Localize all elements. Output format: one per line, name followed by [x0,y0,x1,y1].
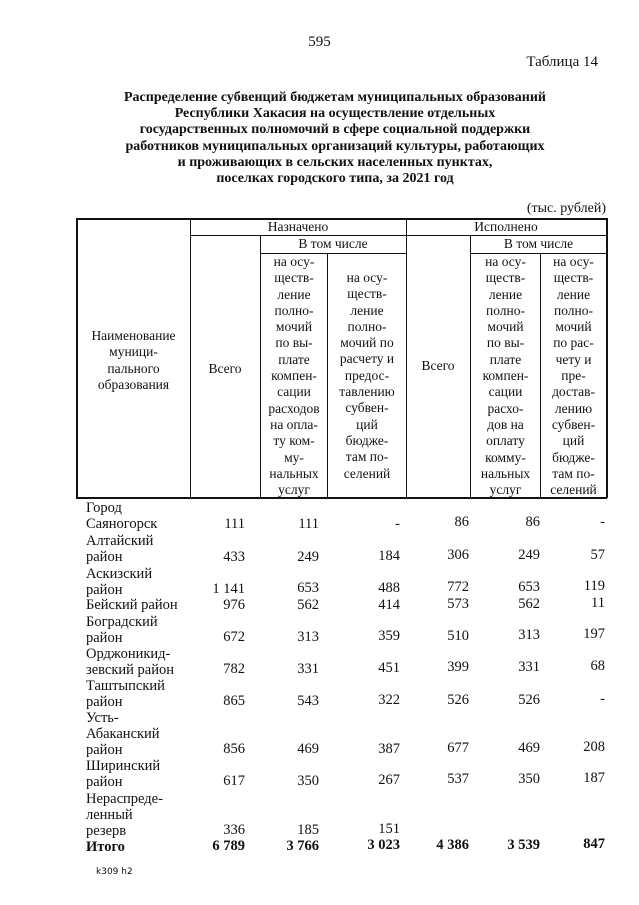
header-text: дов на [487,416,524,432]
header-text: бюдже- [552,449,595,465]
header-text: мочий [555,319,592,335]
executed-total-cell: 4 386 [436,837,469,853]
assigned-utilities-cell: 469 [297,741,319,757]
header-text: по вы- [275,335,313,351]
header-text: по вы- [486,335,525,351]
executed-utilities-cell: 469 [518,740,540,756]
title-line: государственных полномочий в сфере социальной поддержки [139,122,531,138]
row-name [86,597,190,613]
header-text: чету и [555,351,592,367]
header-text: бюдже- [345,432,389,448]
header-text: там по- [345,449,389,465]
assigned-subventions-cell: 387 [378,741,400,757]
executed-subventions-cell: 11 [591,595,605,611]
assigned-subventions-cell: 267 [378,772,400,788]
header-text: ций [356,416,378,432]
header-text: ществ- [347,286,387,302]
row-name [86,614,190,646]
executed-utilities-cell: 86 [525,514,540,530]
header-text: сации [277,384,311,400]
assigned-total-cell: 111 [224,516,245,532]
executed-total-cell: 306 [447,547,469,563]
row-name [86,566,190,598]
title-line: Распределение субвенций бюджетам муниципальных образований [124,90,546,105]
assigned-utilities-cell: 543 [297,693,319,709]
executed-subventions-cell: 208 [583,739,605,755]
header-text: расхо- [487,400,524,416]
assigned-total-cell: 336 [223,822,245,838]
header-text: нальных [480,465,531,481]
title-line: и проживающих в сельских населенных пунктах, [177,154,493,170]
total-label: Итого [86,839,125,855]
header-text: полно- [274,302,314,318]
assigned-utilities-cell: 350 [297,773,319,789]
units-label: (тыс. рублей) [526,201,606,216]
header-text: пре- [561,368,586,384]
row-name-line: Саяногорск [86,516,158,532]
assigned-utilities-cell: 313 [297,629,319,645]
assigned-utilities-cell: 249 [297,549,319,565]
header-text: субвен- [345,400,389,416]
row-name-line: Усть- [86,710,119,726]
row-name [86,678,190,710]
header-text: ществ- [553,270,594,286]
header-text: субвен- [551,416,596,432]
row-name-line: район [86,774,123,790]
header-text: ление [350,302,384,318]
header-text: муници- [109,344,158,360]
assigned-subventions-cell: 3 023 [367,837,400,853]
assigned-utilities-cell: 653 [297,580,319,596]
header-text: Наименование [91,328,176,343]
header-text: полно- [485,302,525,318]
row-name-line: Таштыпский [86,678,165,694]
header-text: мочий [275,319,313,335]
grid-line [606,218,608,498]
row-name-line: Нераспреде- [86,791,163,807]
assigned-subventions-cell: 451 [378,660,400,676]
header-text: ществ- [274,270,314,286]
table-number: Таблица 14 [526,54,598,70]
executed-total-cell: 573 [447,596,469,612]
header-text: на осу- [273,254,315,269]
header-text: мочий [487,319,524,335]
row-name-line: район [86,742,123,758]
header-text: му- [284,449,304,465]
executed-total-cell: 526 [447,692,469,708]
assigned-utilities-cell: 562 [297,597,319,613]
assigned-total-cell: 433 [223,549,245,565]
header-text: оплату [486,433,525,449]
row-name-line: Орджоникид- [86,646,171,662]
executed-total-cell: 86 [454,514,469,530]
header-text: предос- [344,367,390,383]
header-text: расчету и [339,351,395,367]
header-text: селений [343,465,391,481]
header-assigned-subventions [328,270,406,482]
executed-utilities-cell: 331 [518,659,540,675]
row-name [86,500,190,532]
row-name [86,791,190,839]
header-text: тавлению [339,384,395,400]
assigned-total-cell: 782 [223,661,245,677]
assigned-utilities-cell: 3 766 [286,838,319,854]
header-text: расходов [268,400,320,416]
executed-total-cell: 677 [447,740,469,756]
executed-utilities-cell: 249 [518,547,540,563]
header-text: на опла- [270,416,318,432]
executed-utilities-cell: 3 539 [507,837,540,853]
assigned-total-cell: 617 [223,773,245,789]
executed-subventions-cell: 197 [583,626,605,642]
header-text: мочий по [340,335,394,351]
header-text: полно- [347,318,387,334]
header-text: плате [489,351,522,367]
header-text: образования [97,376,170,392]
row-name-line: Аскизский [86,566,153,582]
row-name [86,758,190,790]
executed-utilities-cell: 313 [518,627,540,643]
assigned-subventions-cell: 151 [378,821,400,837]
assigned-subventions-cell: 322 [378,692,400,708]
header-text: на осу- [346,270,388,285]
executed-utilities-cell: 350 [518,771,540,787]
header-assigned-utilities [261,254,327,498]
header-text: лению [554,400,593,416]
executed-total-cell: 772 [447,579,469,595]
header-text: плате [278,351,310,367]
assigned-total-cell: 1 141 [212,581,245,597]
header-text: ление [277,286,311,302]
header-text: компен- [482,368,529,384]
header-executed: Исполнено [474,219,538,234]
header-text: достав- [552,384,595,400]
header-text: на осу- [553,254,594,269]
header-text: ций [562,433,585,449]
header-text: по рас- [553,335,594,351]
header-text: ществ- [485,270,526,286]
header-text: компен- [271,368,317,384]
title-line: работников муниципальных организаций культуры, работающих [125,138,545,154]
footer-code: k309 h2 [96,867,133,877]
row-name-line: Боградский [86,614,158,630]
row-name [86,710,190,758]
title-line: поселках городского типа, за 2021 год [216,171,454,187]
executed-utilities-cell: 562 [518,596,540,612]
row-name-line: район [86,694,123,710]
row-name-line: Абаканский [86,726,160,742]
executed-utilities-cell: 653 [518,579,540,595]
header-executed-total: Всего [421,358,455,373]
header-text: ление [556,286,591,302]
assigned-total-cell: 672 [223,629,245,645]
row-name-line: район [86,582,123,598]
executed-total-cell: 510 [447,628,469,644]
row-name-line: ленный [86,807,133,823]
table-title [90,90,580,187]
title-line: Республики Хакасия на осуществление отдельных [174,106,496,122]
header-text: полно- [553,302,593,318]
row-name [86,533,190,565]
grid-line [190,218,191,498]
row-name-line: зевский район [86,662,175,678]
header-assigned: Назначено [267,219,329,234]
assigned-total-cell: 6 789 [212,838,245,854]
assigned-subventions-cell: 359 [378,628,400,644]
header-text: услуг [278,482,310,498]
assigned-total-cell: 856 [223,741,245,757]
executed-total-cell: 399 [447,659,469,675]
header-including-executed: В том числе [503,236,574,251]
assigned-total-cell: 976 [223,597,245,613]
assigned-subventions-cell: 414 [378,597,400,613]
header-including-assigned: В том числе [298,236,368,251]
executed-subventions-cell: 119 [583,578,605,594]
header-text: селений [550,482,597,498]
row-name-line: район [86,549,123,565]
header-executed-utilities [471,254,540,498]
header-text: на осу- [485,254,526,269]
executed-subventions-cell: 847 [583,836,605,852]
executed-total-cell: 537 [447,771,469,787]
executed-utilities-cell: 526 [518,692,540,708]
assigned-subventions-cell: 184 [378,548,400,564]
header-text: сации [488,384,523,400]
executed-subventions-cell: 187 [583,770,605,786]
row-name-line: Алтайский [86,533,154,549]
header-name-column [77,328,190,393]
assigned-utilities-cell: 185 [297,822,319,838]
header-text: там по- [552,465,595,481]
executed-subventions-cell: - [600,514,605,530]
executed-subventions-cell: 57 [590,547,605,563]
header-text: пального [107,360,160,376]
header-text: нальных [269,465,319,481]
page-number: 595 [308,34,331,50]
assigned-subventions-cell: - [395,516,400,532]
header-assigned-total: Всего [208,361,242,376]
header-text: ление [488,286,523,302]
row-name-line: район [86,630,123,646]
header-executed-subventions [541,254,606,498]
row-name-line: резерв [86,823,127,839]
row-name-line: Бейский район [86,597,178,613]
row-name-line: Город [86,500,122,516]
assigned-utilities-cell: 111 [298,516,319,532]
header-text: комму- [485,449,526,465]
header-text: ту ком- [273,433,315,449]
assigned-total-cell: 865 [223,693,245,709]
header-text: услуг [489,482,522,498]
row-name-line: Ширинский [86,758,161,774]
assigned-utilities-cell: 331 [297,661,319,677]
executed-subventions-cell: 68 [590,658,605,674]
executed-subventions-cell: - [600,691,605,707]
assigned-subventions-cell: 488 [378,580,400,596]
row-name [86,646,190,678]
